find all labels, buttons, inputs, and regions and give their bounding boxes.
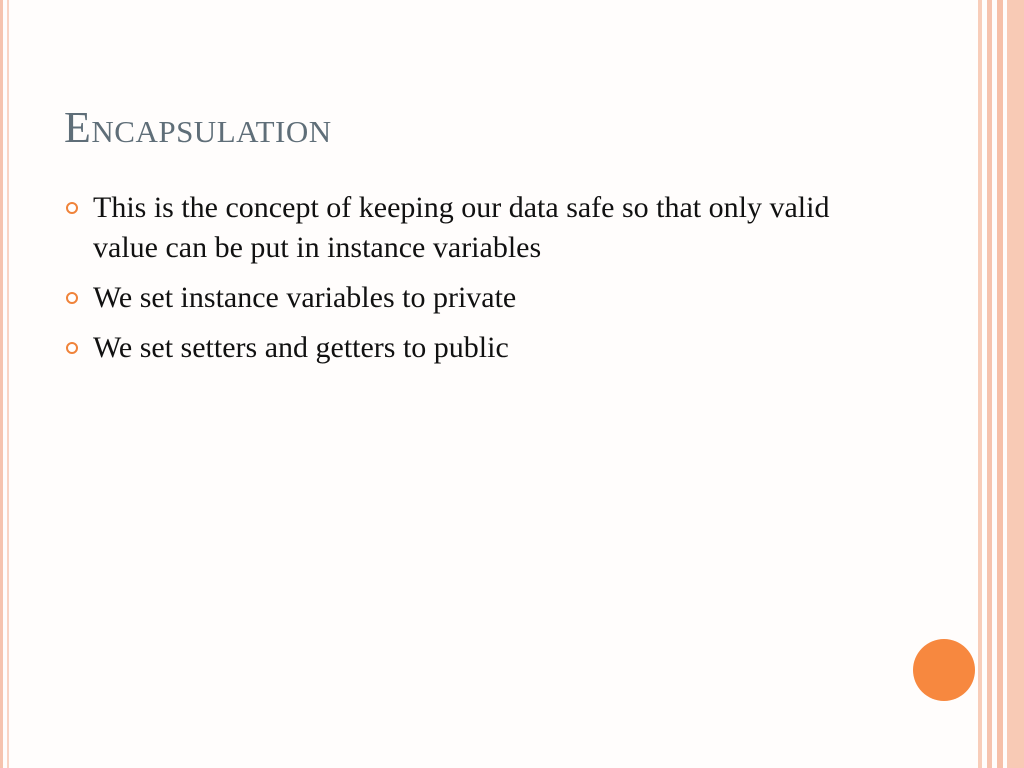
left-border-stripe [0, 0, 3, 768]
hollow-circle-bullet-icon [66, 202, 78, 214]
hollow-circle-bullet-icon [66, 342, 78, 354]
bullet-item [66, 188, 846, 268]
bullet-text: This is the concept of keeping our data safe so that only valid value can be put in instance variables [93, 191, 830, 264]
right-border-stripes [976, 0, 1024, 768]
bullet-list [66, 188, 846, 378]
bullet-text: We set instance variables to private [93, 281, 517, 314]
right-stripe [987, 0, 992, 768]
hollow-circle-bullet-icon [66, 292, 78, 304]
right-stripe [978, 0, 982, 768]
orange-circle-decoration [913, 639, 975, 701]
bullet-item [66, 328, 846, 368]
right-stripe [1007, 0, 1024, 768]
left-border-stripe-inner [7, 0, 9, 768]
bullet-text: We set setters and getters to public [93, 331, 509, 364]
slide-title: Encapsulation [64, 103, 332, 152]
bullet-item [66, 278, 846, 318]
right-stripe [997, 0, 1003, 768]
